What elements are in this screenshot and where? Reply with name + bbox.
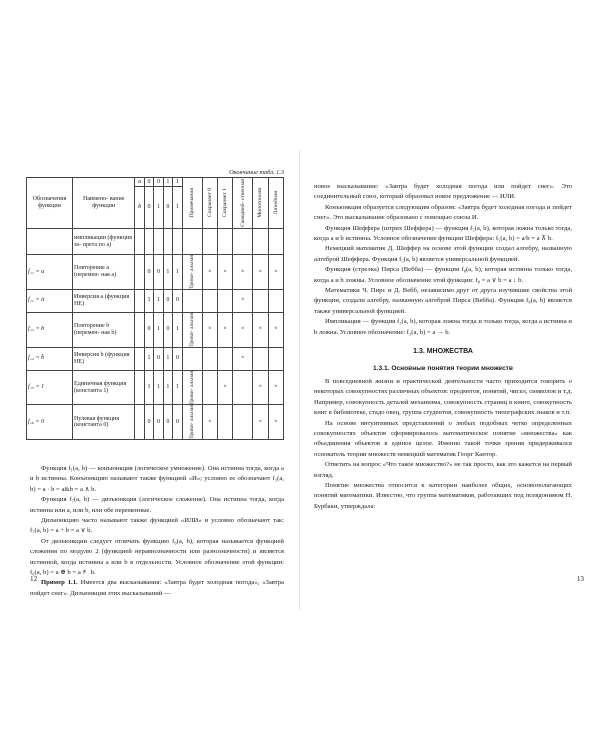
property-mark (202, 370, 217, 405)
property-mark (253, 289, 268, 312)
property-mark: × (217, 255, 232, 290)
function-symbol: f₁₁ = a (27, 255, 73, 290)
function-name: Единичная функция (константа 1) (72, 370, 134, 405)
paragraph: Ответить на вопрос «Что такое множество?» не так просто, как это кажется на первый взгляд. (314, 461, 572, 479)
property-mark (233, 405, 253, 440)
col-header-designation: Обозначения функции (27, 178, 73, 229)
empty-cell (135, 229, 144, 255)
truth-value: 1 (163, 347, 172, 370)
truth-value: 1 (144, 370, 153, 405)
truth-value: 0 (144, 255, 153, 290)
truth-table (26, 177, 284, 440)
table-caption: Окончание табл. 1.3 (229, 169, 284, 176)
paragraph: В повседневной жизни и практической деятельности часто приходится говорить о некоторых совокупностях различных объектов: предметов, понятий, чисел, символов и т.д. Например, совокупность деталей механизма, совокупность страниц в книге, совокупность книг в библиотеке, стадо овец, группа студентов, совокупность типографских знаков и т.п. (314, 377, 572, 417)
paragraph: От дизъюнкции следует отличать функцию f₆(a, b), которая называется функцией сложения по модулю 2 (функцией неравнозначности или разнозначности) и является истинной, когда истинны a или b в отдельности. Условное обозначение этой функции: f₆(a, b) = a ⊕ b = a ≢ b. (30, 537, 284, 577)
truth-value: 0 (173, 347, 182, 370)
col-header-name: Наимено- вание функции (72, 178, 134, 229)
property-mark: × (217, 312, 232, 347)
col-header-prop: Сохраняет 0 (206, 188, 213, 218)
property-mark (268, 347, 283, 370)
a-bit: 1 (173, 178, 182, 187)
truth-value: 1 (154, 289, 163, 312)
paragraph: Функция f₁(a, b) — конъюнкция (логическое умножение). Она истинна тогда, когда a и b истинны. Конъюнкцию называют также функцией «И»; условно ее обозначают f₁(a, b) = a · b = a&b = a ∧ b. (30, 465, 284, 493)
truth-value: 0 (144, 312, 153, 347)
function-name: Инверсия b (функция НЕ) (72, 347, 134, 370)
paragraph: На основе интуитивных представлений о любых подобных четко определенных совокупностях объектов сформировалось математическое понятие «множества» как объединения объектов в единое целое. Именно такой точки зрения придерживался основатель теории множеств немецкий математик Георг Кантор. (314, 419, 572, 458)
empty-cell (135, 347, 144, 370)
table-row (27, 405, 284, 440)
property-mark: × (253, 405, 268, 440)
b-bit: 1 (173, 187, 182, 229)
truth-value: 0 (163, 289, 172, 312)
property-mark (217, 229, 232, 255)
truth-value (163, 229, 172, 255)
row-note: Триви- альная (188, 405, 195, 440)
property-mark (233, 370, 253, 405)
property-mark: × (268, 405, 283, 440)
property-mark (268, 229, 283, 255)
truth-value: 1 (173, 255, 182, 290)
section-title: 1.3. МНОЖЕСТВА (413, 348, 473, 356)
truth-value (154, 229, 163, 255)
b-label: b (135, 187, 144, 229)
table-row (27, 347, 284, 370)
property-mark: × (202, 255, 217, 290)
property-mark (253, 347, 268, 370)
function-symbol (27, 229, 73, 255)
table-row (27, 289, 284, 312)
paragraph: Дизъюнкцию часто называют также функцией «ИЛИ» и условно обозначают так: f₇(a, b) = a + b = a ∨ b. (30, 517, 284, 535)
property-mark (202, 347, 217, 370)
truth-value: 1 (173, 312, 182, 347)
truth-value: 0 (144, 405, 153, 440)
function-name: Повторение a (перемен- ная a) (72, 255, 134, 290)
paragraph: Функция f₇(a, b) — дизъюнкция (логическое сложение). Она истинна тогда, когда истинна или a, или b, или обе переменные. (30, 496, 284, 514)
paragraph: Немецкий математик Д. Шеффер на основе этой функции создал алгебру, названную алгеброй Шеффера. Функция f₅(a, b) является универсальной функцией. (314, 245, 572, 263)
truth-value: 1 (144, 289, 153, 312)
col-header-prop: Линейная (272, 191, 279, 215)
right-body (314, 182, 572, 512)
paragraph: Функция (стрелка) Пирса (Вебба) — функция f₈(a, b), которая истинна только тогда, когда a и b ложны. Условное обозначение этой функции: f₈ = a ∨ b = a ↓ b. (314, 266, 572, 284)
paragraph: Понятие множества относится к категории наиболее общих, основополагающих понятий математики. Известно, что группа математиков, работавших под псевдонимом Н. Бурбаки, утверждала: (314, 481, 572, 510)
function-name: Инверсия a (функция НЕ) (72, 289, 134, 312)
truth-value (144, 229, 153, 255)
paragraph: Функция Шеффера (штрих Шеффера) — функция f₅(a, b), которая ложна только тогда, когда a и b истинны. Условное обозначение функции Шеффера: f₅(a, b) = a/b = a ⊼ b. (314, 224, 572, 243)
property-mark: × (233, 312, 253, 347)
paragraph: Математики Ч. Пирс и Д. Вебб, независимо друг от друга изучившие свойства этой функции, создали алгебру, названную алгеброй Пирса (Вебба). Функция f₈(a, b) является также универсальной функцией. (314, 287, 572, 315)
property-mark: × (253, 312, 268, 347)
property-mark: × (253, 255, 268, 290)
truth-value: 0 (173, 289, 182, 312)
truth-value: 1 (154, 370, 163, 405)
col-header-prop: Монотонная (257, 188, 264, 218)
truth-value: 0 (173, 405, 182, 440)
a-bit: 0 (144, 178, 153, 187)
empty-cell (135, 312, 144, 347)
property-mark (268, 289, 283, 312)
function-name: импликации (функция за- прета по a) (72, 229, 134, 255)
property-mark (233, 229, 253, 255)
b-bit: 0 (144, 187, 153, 229)
col-header-prop: Самодвой- ственная (239, 179, 246, 227)
left-body (30, 464, 284, 599)
b-bit: 1 (154, 187, 163, 229)
property-mark: × (202, 312, 217, 347)
page-number: 13 (576, 575, 584, 583)
property-mark: × (217, 370, 232, 405)
table-row (27, 370, 284, 405)
function-name: Повторение b (перемен- ная b) (72, 312, 134, 347)
property-mark (217, 405, 232, 440)
truth-value: 0 (163, 312, 172, 347)
property-mark: × (268, 312, 283, 347)
right-page (300, 0, 600, 750)
table-row (27, 255, 284, 290)
function-symbol: f₁₆ = 0 (27, 405, 73, 440)
col-header-prop: Сохраняет 1 (221, 188, 228, 218)
truth-value: 1 (144, 347, 153, 370)
a-label: a (135, 178, 144, 187)
truth-value: 1 (163, 255, 172, 290)
property-mark: × (233, 347, 253, 370)
property-mark: × (253, 370, 268, 405)
function-symbol: f₁₄ = b̄ (27, 347, 73, 370)
empty-cell (135, 289, 144, 312)
function-symbol: f₁₅ = 1 (27, 370, 73, 405)
truth-value: 1 (173, 370, 182, 405)
empty-cell (135, 370, 144, 405)
property-mark: × (268, 255, 283, 290)
truth-value (173, 229, 182, 255)
paragraph: Импликация — функция f₂(a, b), которая ложна тогда и только тогда, когда a истинна и b ложна. Условное обозначение: f₂(a, b) = a → b. (314, 318, 572, 336)
row-note: Триви- альная (188, 370, 195, 405)
a-bit: 0 (154, 178, 163, 187)
empty-cell (135, 255, 144, 290)
example-label: Пример 1.1. (41, 579, 78, 587)
example-text: Имеется два высказывания: «Завтра будет холодная погода», «Завтра пойдет снег». Дизъюнкция этих высказываний — (30, 579, 284, 597)
paragraph: новое высказывание: «Завтра будет холодная погода или пойдет снег». Это соединительный союз, который образовал новое предложение — ИЛИ. (314, 183, 572, 201)
example-paragraph (30, 578, 284, 599)
b-bit: 0 (163, 187, 172, 229)
empty-cell (135, 405, 144, 440)
page-number: 12 (30, 575, 38, 583)
property-mark (217, 289, 232, 312)
property-mark: × (202, 405, 217, 440)
function-symbol: f₁₃ = b (27, 312, 73, 347)
property-mark (202, 289, 217, 312)
truth-value: 0 (154, 347, 163, 370)
function-name: Нулевая функция (константа 0) (72, 405, 134, 440)
table-row (27, 312, 284, 347)
property-mark (217, 347, 232, 370)
property-mark: × (268, 370, 283, 405)
property-mark: × (233, 289, 253, 312)
property-mark (202, 229, 217, 255)
property-mark: × (233, 255, 253, 290)
truth-value: 1 (163, 370, 172, 405)
paragraph: Конъюнкция образуется следующим образом: «Завтра будет холодная погода и пойдет снег». Это высказывание образовано с помощью союза И. (314, 203, 572, 222)
table-row (27, 229, 284, 255)
col-header-notes: Примечания (188, 188, 195, 218)
row-note: Триви- альная (188, 312, 195, 347)
truth-value: 0 (154, 405, 163, 440)
truth-value: 0 (154, 255, 163, 290)
property-mark (253, 229, 268, 255)
truth-value: 0 (163, 405, 172, 440)
subsection-title: 1.3.1. Основные понятия теории множеств (373, 364, 513, 372)
truth-value: 1 (154, 312, 163, 347)
row-note: Триви- альная (188, 255, 195, 289)
a-bit: 1 (163, 178, 172, 187)
function-symbol: f₁₂ = ā (27, 289, 73, 312)
